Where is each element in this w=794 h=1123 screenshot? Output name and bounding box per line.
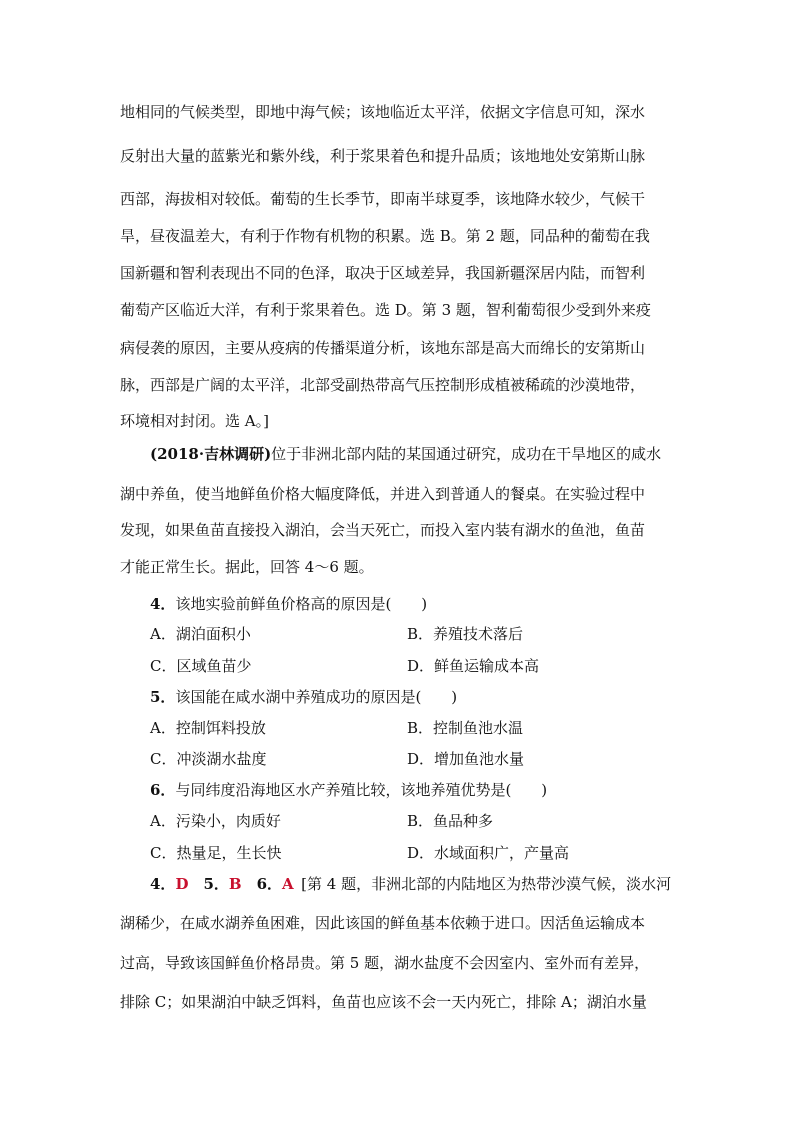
question-5-option-b: B．控制鱼池水温 <box>407 719 524 737</box>
question-5-number: 5． <box>150 688 176 706</box>
question-6-number: 6． <box>150 781 176 799</box>
intro-line-3: 发现，如果鱼苗直接投入湖泊，会当天死亡，而投入室内装有湖水的鱼池，鱼苗 <box>120 521 646 539</box>
question-5-stem <box>150 687 457 707</box>
question-4-option-d: D．鲜鱼运输成本高 <box>407 657 540 675</box>
question-5-option-c: C．冲淡湖水盐度 <box>150 750 267 768</box>
question-4-option-a: A．湖泊面积小 <box>150 625 251 643</box>
question-4-stem <box>150 594 427 614</box>
para1-line-3: 西部，海拔相对较低。葡萄的生长季节，即南半球夏季，该地降水较少，气候干 <box>120 190 646 208</box>
answer-line-4: 排除 C；如果湖泊中缺乏饵料，鱼苗也应该不会一天内死亡，排除 A；湖泊水量 <box>120 993 647 1011</box>
question-6-option-a: A．污染小，肉质好 <box>150 812 281 830</box>
answer-line-1 <box>150 874 671 894</box>
answer-line-3: 过高，导致该国鲜鱼价格昂贵。第 5 题，湖水盐度不会因室内、室外而有差异， <box>120 954 650 972</box>
question-4-text: 该地实验前鲜鱼价格高的原因是( ) <box>175 595 428 613</box>
intro-text-1: 位于非洲北部内陆的某国通过研究，成功在干旱地区的咸水 <box>271 445 662 463</box>
para1-line-8: 脉，西部是广阔的太平洋，北部受副热带高气压控制形成植被稀疏的沙漠地带， <box>120 376 646 394</box>
para1-line-2: 反射出大量的蓝紫光和紫外线，利于浆果着色和提升品质；该地地处安第斯山脉 <box>120 147 646 165</box>
question-6-option-b: B．鱼品种多 <box>407 812 494 830</box>
intro-line-2: 湖中养鱼，使当地鲜鱼价格大幅度降低，并进入到普通人的餐桌。在实验过程中 <box>120 485 646 503</box>
question-4-option-b: B．养殖技术落后 <box>407 625 524 643</box>
para1-line-4: 旱，昼夜温差大，有利于作物有机物的积累。选 B。第 2 题，同品种的葡萄在我 <box>120 227 650 245</box>
para1-line-9: 环境相对封闭。选 A。] <box>120 412 269 430</box>
question-6-text: 与同纬度沿海地区水产养殖比较，该地养殖优势是( ) <box>175 781 548 799</box>
intro-source: (2018·吉林调研) <box>150 445 272 463</box>
question-4-number: 4． <box>150 595 176 613</box>
para1-line-6: 葡萄产区临近大洋，有利于浆果着色。选 D。第 3 题，智利葡萄很少受到外来疫 <box>120 301 651 319</box>
answer-4-number: 4． <box>150 875 176 893</box>
para1-line-7: 病侵袭的原因，主要从疫病的传播渠道分析，该地东部是高大而绵长的安第斯山 <box>120 339 646 357</box>
answer-explanation-start: [第 4 题，非洲北部的内陆地区为热带沙漠气候，淡水河 <box>301 875 672 893</box>
answer-6-number: 6． <box>256 875 283 893</box>
intro-line-4: 才能正常生长。据此，回答 4～6 题。 <box>120 558 374 576</box>
answer-5-letter: B <box>228 875 242 893</box>
answer-6-letter: A <box>282 875 294 893</box>
para1-line-1: 地相同的气候类型，即地中海气候；该地临近太平洋，依据文字信息可知，深水 <box>120 103 646 121</box>
question-6-option-c: C．热量足，生长快 <box>150 844 282 862</box>
question-5-option-d: D．增加鱼池水量 <box>407 750 525 768</box>
answer-4-letter: D <box>175 875 189 893</box>
question-6-stem <box>150 780 547 800</box>
intro-line-1 <box>150 444 706 464</box>
question-5-text: 该国能在咸水湖中养殖成功的原因是( ) <box>175 688 458 706</box>
answer-line-2: 湖稀少，在咸水湖养鱼困难，因此该国的鲜鱼基本依赖于进口。因活鱼运输成本 <box>120 914 646 932</box>
question-6-option-d: D．水域面积广，产量高 <box>407 844 570 862</box>
para1-line-5: 国新疆和智利表现出不同的色泽，取决于区域差异，我国新疆深居内陆，而智利 <box>120 264 646 282</box>
question-4-option-c: C．区域鱼苗少 <box>150 657 252 675</box>
answer-5-number: 5． <box>203 875 229 893</box>
question-5-option-a: A．控制饵料投放 <box>150 719 266 737</box>
